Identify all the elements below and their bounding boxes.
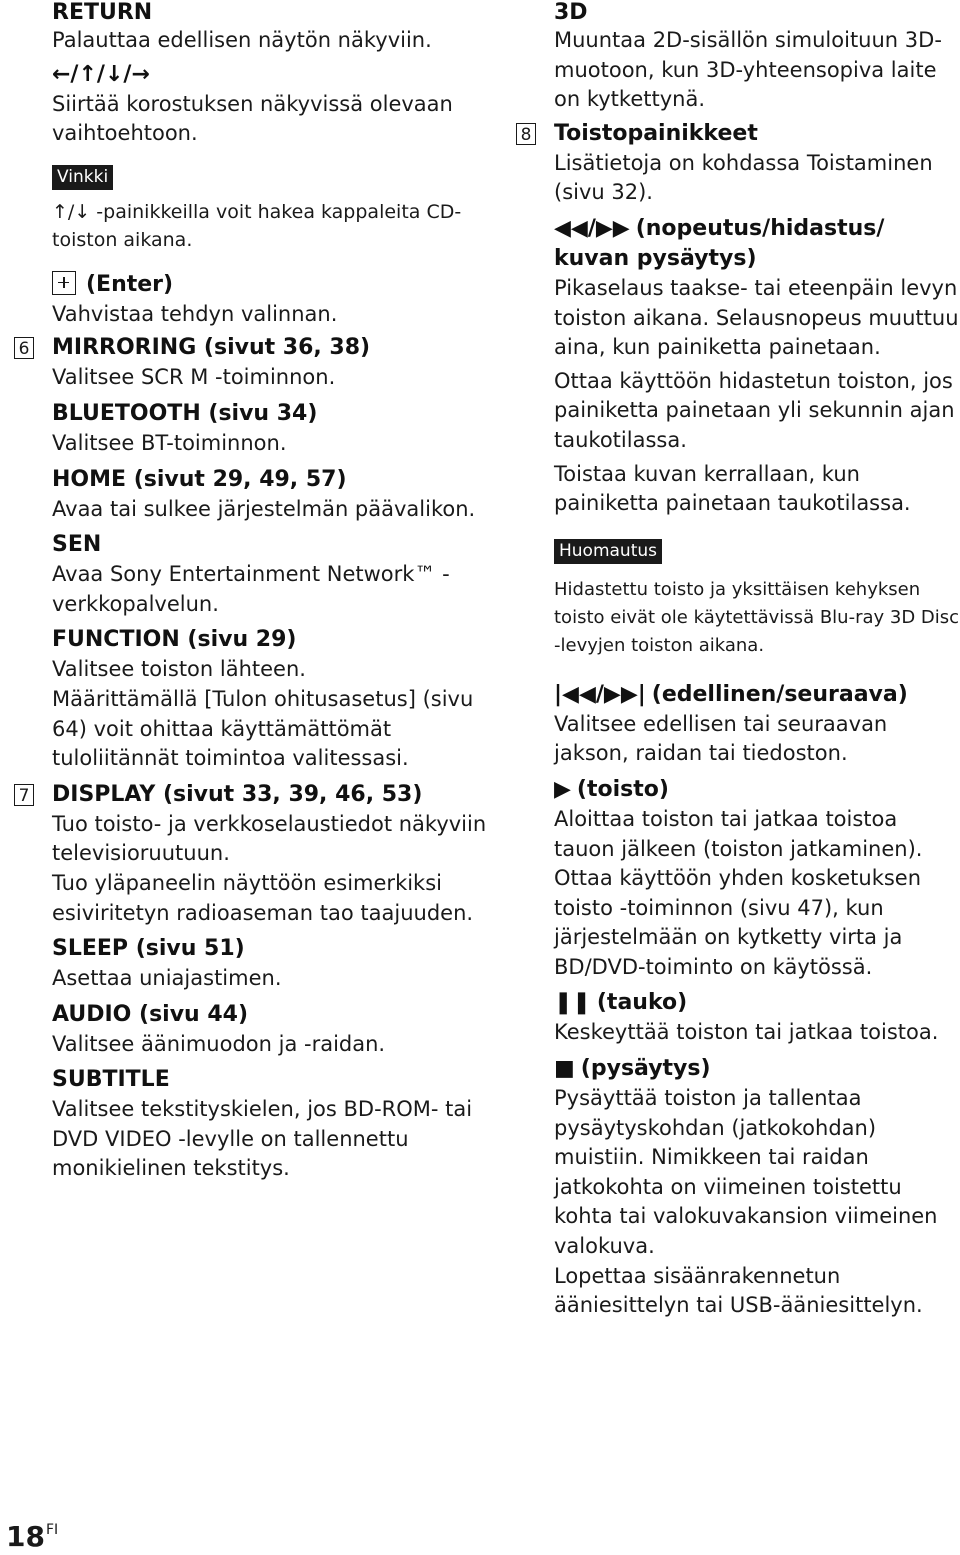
bluetooth-heading: BLUETOOTH (sivu 34) (52, 400, 318, 426)
mirroring-heading: MIRRORING (sivut 36, 38) (52, 335, 371, 361)
stop-desc-1: Pysäyttää toiston ja tallentaa pysäytyskohdan (jatkokohdan) muistiin. Nimikkeen tai raidan jatkokohta on viimeinen toistettu kohta tai valokuvakansion viimeinen valokuva. (554, 1086, 938, 1259)
page-number-value: 18 (6, 1520, 45, 1553)
enter-section (52, 270, 492, 330)
tip-section (52, 165, 492, 254)
note-tag: Huomautus (554, 539, 662, 564)
play-desc-2: Ottaa käyttöön yhden kosketuksen toisto -toiminnon (sivu 47), kun järjestelmään on kytketty virta ja BD/DVD-toiminto on käytössä. (554, 866, 922, 979)
prev-next-icon: |◀◀/▶▶| (554, 681, 646, 707)
prevnext-section (554, 680, 960, 769)
return-section (52, 0, 492, 56)
3d-section (554, 0, 960, 115)
item-number-8: 8 (516, 123, 536, 145)
play-section (554, 775, 960, 983)
ffrew-desc-1: Pikaselaus taakse- tai eteenpäin levyn toiston aikana. Selausnopeus muuttuu aina, kun painiketta painetaan. (554, 275, 959, 360)
left-column (18, 0, 492, 1184)
page-number (6, 1512, 58, 1555)
sen-heading: SEN (52, 532, 102, 558)
ffrew-section (554, 214, 960, 519)
return-heading: RETURN (52, 0, 153, 25)
function-desc: Valitsee toiston lähteen. (52, 657, 306, 682)
arrows-heading: ←/↑/↓/→ (52, 61, 150, 87)
page-language: FI (45, 1522, 59, 1538)
subtitle-heading: SUBTITLE (52, 1067, 170, 1093)
pause-desc: Keskeyttää toiston tai jatkaa toistoa. (554, 1020, 939, 1045)
prevnext-desc: Valitsee edellisen tai seuraavan jakson, raidan tai tiedoston. (554, 711, 888, 766)
ffrew-desc-2: Ottaa käyttöön hidastetun toiston, jos painiketta painetaan yli sekunnin ajan taukotilassa. (554, 368, 955, 452)
pause-icon: ❚❚ (554, 990, 591, 1016)
subtitle-desc: Valitsee tekstityskielen, jos BD-ROM- tai DVD VIDEO -levylle on tallennettu monikielinen tekstitys. (52, 1097, 473, 1181)
audio-heading: AUDIO (sivu 44) (52, 1001, 249, 1027)
stop-desc-2: Lopettaa sisäänrakennetun ääniesittelyn tai USB-ääniesittelyn. (554, 1263, 923, 1318)
ffrew-desc-3: Toistaa kuvan kerrallaan, kun painiketta painetaan taukotilassa. (554, 461, 911, 516)
mirroring-section (18, 333, 492, 393)
bluetooth-desc: Valitsee BT-toiminnon. (52, 430, 287, 455)
sen-desc: Avaa Sony Entertainment Network™ -verkkopalvelun. (52, 562, 450, 616)
play-icon: ▶ (554, 776, 571, 802)
enter-heading: (Enter) (86, 271, 174, 297)
enter-icon (52, 271, 76, 295)
function-section (52, 625, 492, 773)
play-buttons-heading: Toistopainikkeet (554, 120, 758, 146)
home-heading: HOME (sivut 29, 49, 57) (52, 466, 347, 492)
enter-desc: Vahvistaa tehdyn valinnan. (52, 301, 338, 326)
prevnext-heading: (edellinen/seuraava) (651, 681, 908, 707)
sleep-heading: SLEEP (sivu 51) (52, 936, 245, 962)
pause-heading: (tauko) (596, 990, 688, 1016)
item-number-6: 6 (14, 337, 34, 359)
return-desc: Palauttaa edellisen näytön näkyviin. (52, 28, 432, 52)
stop-icon: ■ (554, 1056, 575, 1082)
tip-tag: Vinkki (52, 165, 113, 190)
play-desc-1: Aloittaa toiston tai jatkaa toistoa tauon jälkeen (toiston jatkaminen). (554, 806, 923, 861)
sleep-section (52, 934, 492, 994)
display-desc-2: Tuo yläpaneelin näyttöön esimerkiksi esiviritetyn radioaseman tao taajuuden. (52, 870, 474, 925)
rewind-forward-icon: ◀◀/▶▶ (554, 215, 630, 241)
stop-heading: (pysäytys) (580, 1056, 711, 1082)
tip-desc: ↑/↓ -painikkeilla voit hakea kappaleita CD-toiston aikana. (52, 200, 462, 251)
audio-section (52, 1000, 492, 1060)
sleep-desc: Asettaa uniajastimen. (52, 966, 282, 991)
play-heading: (toisto) (576, 776, 669, 802)
item-number-7: 7 (14, 784, 34, 806)
function-desc-2: Määrittämällä [Tulon ohitusasetus] (sivu 64) voit ohittaa käyttämättömät tuloliitännät toimintoa valitessasi. (52, 686, 474, 771)
3d-desc: Muuntaa 2D-sisällön simuloituun 3D-muotoon, kun 3D-yhteensopiva laite on kytkettynä. (554, 28, 942, 112)
ffrew-heading: (nopeutus/hidastus/ kuvan pysäytys) (554, 215, 885, 271)
right-column (520, 0, 960, 1321)
note-desc: Hidastettu toisto ja yksittäisen kehyksen toisto eivät ole käytettävissä Blu-ray 3D Disc -levyjen toiston aikana. (554, 578, 960, 656)
play-buttons-section (520, 119, 960, 208)
display-section (18, 780, 492, 928)
subtitle-section (52, 1065, 492, 1184)
stop-section (554, 1054, 960, 1321)
display-heading: DISPLAY (sivut 33, 39, 46, 53) (52, 781, 423, 807)
display-desc: Tuo toisto- ja verkkoselaustiedot näkyviin televisioruutuun. (52, 811, 487, 866)
note-section (554, 539, 960, 660)
audio-desc: Valitsee äänimuodon ja -raidan. (52, 1031, 386, 1056)
bluetooth-section (52, 399, 492, 459)
3d-heading: 3D (554, 0, 588, 25)
play-buttons-desc: Lisätietoja on kohdassa Toistaminen (sivu 32). (554, 150, 933, 205)
mirroring-desc: Valitsee SCR M -toiminnon. (52, 365, 336, 390)
arrows-desc: Siirtää korostuksen näkyvissä olevaan vaihtoehtoon. (52, 91, 453, 146)
sen-section (52, 530, 492, 619)
function-heading: FUNCTION (sivu 29) (52, 627, 297, 653)
home-desc: Avaa tai sulkee järjestelmän päävalikon. (52, 496, 476, 521)
arrows-section (52, 60, 492, 149)
pause-section (554, 988, 960, 1048)
home-section (52, 465, 492, 525)
